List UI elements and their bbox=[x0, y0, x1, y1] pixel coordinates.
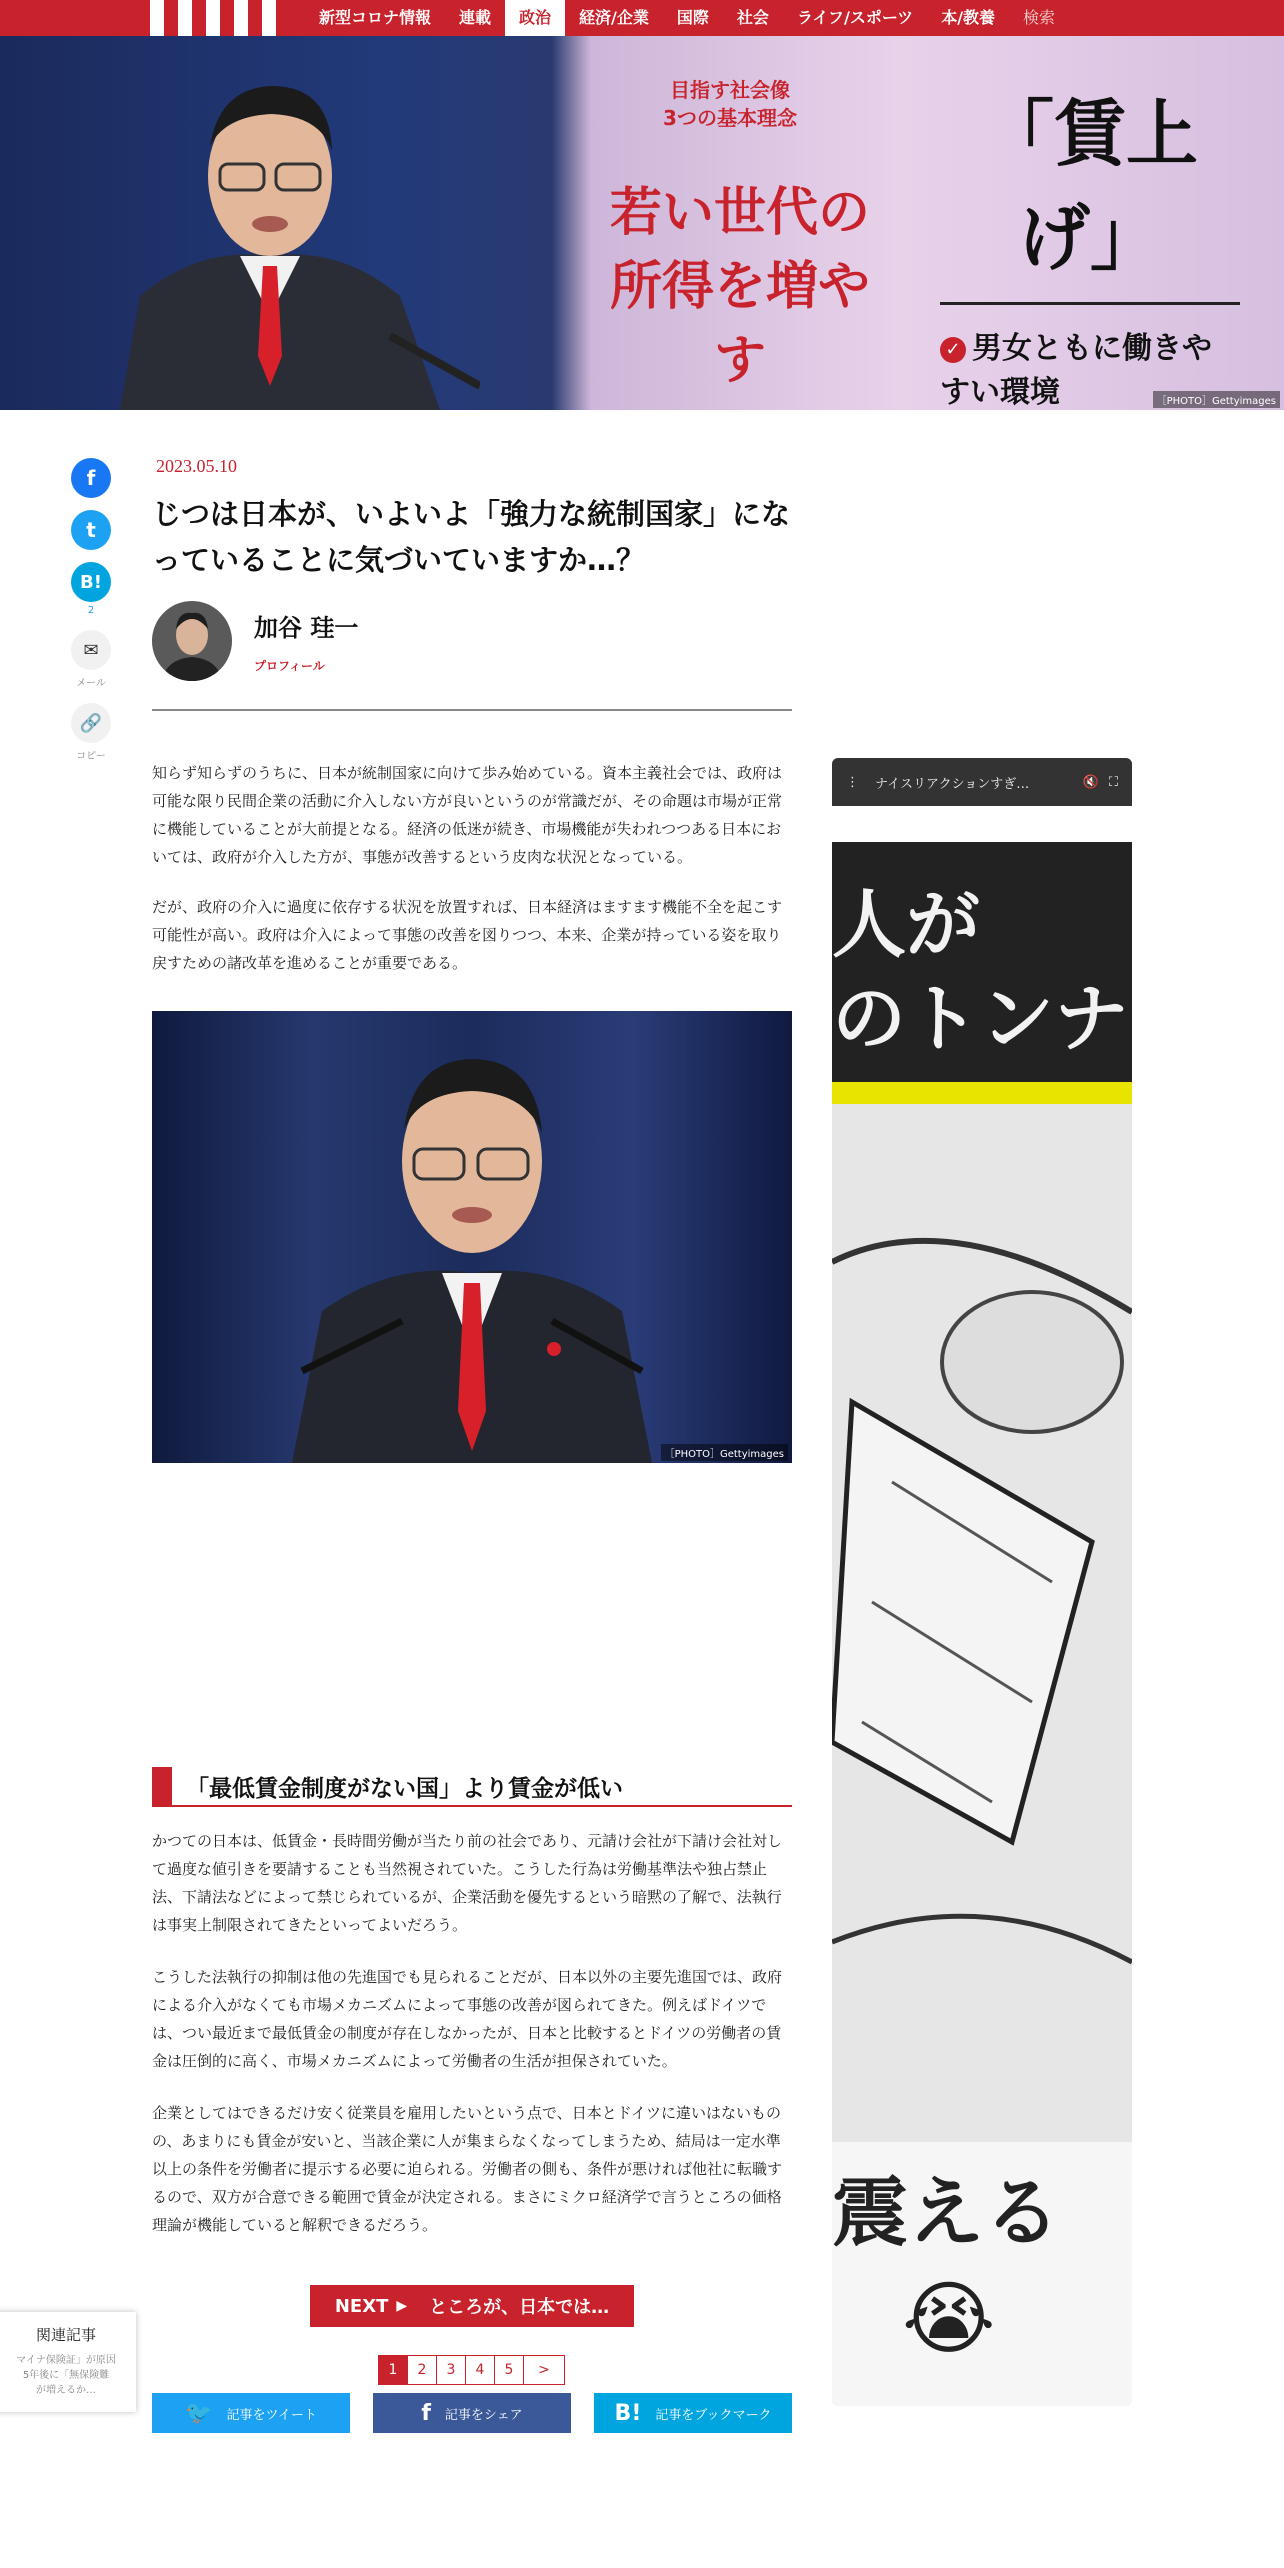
nav-item-society[interactable]: 社会 bbox=[736, 8, 769, 27]
ad-crying-emoji: 😭 bbox=[902, 2272, 996, 2365]
next-label: NEXT bbox=[334, 2295, 389, 2317]
mute-icon[interactable]: 🔇 bbox=[1082, 774, 1099, 790]
tweet-label: 記事をツイート bbox=[226, 2407, 317, 2423]
share-sidebar bbox=[66, 458, 116, 762]
section-heading bbox=[152, 1767, 792, 1807]
hatena-bookmark-button[interactable] bbox=[71, 562, 111, 602]
ad-caption-top: 人が bbox=[832, 882, 980, 968]
hatena-icon: B! bbox=[80, 571, 102, 593]
side-ad-video[interactable] bbox=[832, 758, 1132, 2406]
next-teaser: ところが、日本では… bbox=[429, 2297, 610, 2318]
section-heading-bar bbox=[152, 1767, 172, 1805]
hero-panel-rule bbox=[940, 302, 1240, 305]
hero-panel-large-text: 若い世代の 所得を増やす bbox=[609, 183, 870, 391]
related-desc: マイナ保険証」が原因 5年後に「無保険難 が増えるか… bbox=[16, 2355, 116, 2396]
hero-person-illustration bbox=[60, 56, 480, 410]
nav-search[interactable]: 検索 bbox=[1023, 8, 1056, 27]
author-name[interactable]: 加谷 珪一 bbox=[254, 614, 359, 642]
hatena-label: 記事をブックマーク bbox=[655, 2407, 772, 2423]
ad-caption-top2: のトンナ bbox=[832, 976, 1128, 1062]
top-nav bbox=[0, 0, 1284, 36]
nav-item-economy[interactable]: 経済/企業 bbox=[579, 8, 649, 27]
facebook-label: 記事をシェア bbox=[444, 2407, 523, 2423]
link-icon: 🔗 bbox=[79, 712, 103, 734]
twitter-icon: 🐦 bbox=[185, 2400, 213, 2426]
author-info bbox=[254, 608, 358, 674]
more-options-icon[interactable]: ⋮ bbox=[846, 774, 859, 790]
article-paragraph: だが、政府の介入に過度に依存する状況を放置すれば、日本経済はますます機能不全を起こす可能性が高い。政府は介入によって事態の改善を図りつつ、本来、企業が持っている姿を取り戻すための諸改革を進めることが重要である。 bbox=[152, 898, 783, 972]
next-page-button[interactable] bbox=[310, 2285, 634, 2327]
nav-item-international[interactable]: 国際 bbox=[676, 8, 709, 27]
avatar-image bbox=[152, 601, 232, 681]
facebook-share-button[interactable] bbox=[71, 458, 111, 498]
fullscreen-icon[interactable]: ⛶ bbox=[1108, 774, 1118, 790]
related-articles-card[interactable] bbox=[0, 2312, 136, 2412]
facebook-article-button[interactable] bbox=[373, 2393, 571, 2433]
article-paragraph: かつての日本は、低賃金・長時間労働が当たり前の社会であり、元請け会社が下請け会社対して過度な値引きを要請することも当然視されていた。こうした行為は労働基準法や独占禁止法、下請法などによって禁じられているが、企業活動を優先するという暗黙の了解で、法執行は事実上制限されてきたといってよいだろう。 bbox=[152, 1832, 783, 1934]
author-profile-link[interactable]: プロフィール bbox=[254, 659, 325, 673]
facebook-icon: f bbox=[86, 466, 96, 490]
page-3[interactable]: 3 bbox=[436, 2355, 466, 2385]
ad-video-bar bbox=[832, 758, 1132, 806]
tweet-article-button[interactable] bbox=[152, 2393, 350, 2433]
hero-image bbox=[0, 36, 1284, 410]
page-5[interactable]: 5 bbox=[494, 2355, 524, 2385]
check-icon: ✓ bbox=[940, 337, 966, 363]
page-4[interactable]: 4 bbox=[465, 2355, 495, 2385]
hero-panel-bullet-text: 男女ともに働きやすい環境 bbox=[940, 331, 1212, 410]
nav-item-serial[interactable]: 連載 bbox=[459, 8, 492, 27]
copy-label: コピー bbox=[76, 751, 106, 762]
ad-caption-bottom: 震える bbox=[832, 2168, 1060, 2257]
article-photo bbox=[152, 1011, 792, 1463]
page-2[interactable]: 2 bbox=[407, 2355, 437, 2385]
hero-panel-small-text: 目指す社会像 3つの基本理念 bbox=[663, 78, 797, 130]
article-paragraph: 知らず知らずのうちに、日本が統制国家に向けて歩み始めている。資本主義社会では、政府は可能な限り民間企業の活動に介入しない方が良いというのが常識だが、その命題は市場が正常に機能していることが大前提となる。経済の低迷が続き、市場機能が失われつつある日本においては、政府が介入した方が、事態が改善するという皮肉な状況となっている。 bbox=[152, 764, 783, 866]
nav-item-corona[interactable]: 新型コロナ情報 bbox=[319, 8, 432, 27]
pagination bbox=[152, 2355, 792, 2385]
site-logo[interactable] bbox=[150, 0, 290, 36]
copy-link-button[interactable] bbox=[71, 703, 111, 743]
author-block bbox=[152, 601, 792, 711]
section-heading-text: 「最低賃金制度がない国」より賃金が低い bbox=[186, 1775, 623, 1802]
hero-panel-right bbox=[940, 76, 1240, 410]
hero-panel-heading: 「賃上げ」 bbox=[981, 92, 1198, 280]
author-avatar[interactable] bbox=[152, 601, 232, 681]
hero-photo-credit: ［PHOTO］Gettyimages bbox=[1153, 391, 1280, 408]
play-arrow-icon: ▶ bbox=[396, 2298, 408, 2314]
page-next[interactable]: > bbox=[523, 2355, 565, 2385]
article bbox=[152, 456, 792, 2433]
nav-item-politics[interactable]: 政治 bbox=[505, 0, 565, 36]
mail-icon: ✉ bbox=[83, 639, 99, 661]
ad-video-title: ナイスリアクションすぎ… bbox=[875, 776, 1030, 792]
ad-video-frame bbox=[832, 842, 1132, 2406]
hatena-icon: B! bbox=[614, 2400, 642, 2426]
facebook-icon: f bbox=[421, 2400, 431, 2426]
related-title: 関連記事 bbox=[35, 2326, 96, 2344]
twitter-icon: t bbox=[86, 518, 96, 542]
page-1[interactable]: 1 bbox=[378, 2355, 408, 2385]
article-photo-illustration bbox=[152, 1011, 792, 1463]
article-paragraph: 企業としてはできるだけ安く従業員を雇用したいという点で、日本とドイツに違いはないものの、あまりにも賃金が安いと、当該企業に人が集まらなくなってしまうため、結局は一定水準以上の条件を労働者に提示する必要に迫られる。労働者の側も、条件が悪ければ他社に転職するので、双方が合意できる範囲で賃金が決定される。まさにミクロ経済学で言うところの価格理論が機能していると解釈できるだろう。 bbox=[152, 2104, 783, 2234]
article-photo-credit: ［PHOTO］Gettyimages bbox=[661, 1444, 788, 1461]
article-title: じつは日本が、いよいよ「強力な統制国家」になっていることに気づいていますか…？ bbox=[152, 497, 791, 577]
twitter-share-button[interactable] bbox=[71, 510, 111, 550]
nav-item-life-sports[interactable]: ライフ/スポーツ bbox=[796, 8, 914, 27]
article-paragraph: こうした法執行の抑制は他の先進国でも見られることだが、日本以外の主要先進国では、政府による介入がなくても市場メカニズムによって事態の改善が図られてきた。例えばドイツでは、つい最近まで最低賃金の制度が存在しなかったが、日本と比較するとドイツの労働者の賃金は圧倒的に高く、市場メカニズムによって労働者の生活が担保されていた。 bbox=[152, 1968, 783, 2070]
nav-menu bbox=[305, 0, 1069, 36]
hatena-article-button[interactable] bbox=[594, 2393, 792, 2433]
mail-label: メール bbox=[76, 678, 106, 689]
article-date: 2023.05.10 bbox=[156, 456, 237, 476]
hatena-count: 2 bbox=[87, 605, 95, 616]
mail-share-button[interactable] bbox=[71, 630, 111, 670]
bottom-share-bar bbox=[152, 2393, 792, 2433]
nav-item-books[interactable]: 本/教養 bbox=[941, 8, 996, 27]
